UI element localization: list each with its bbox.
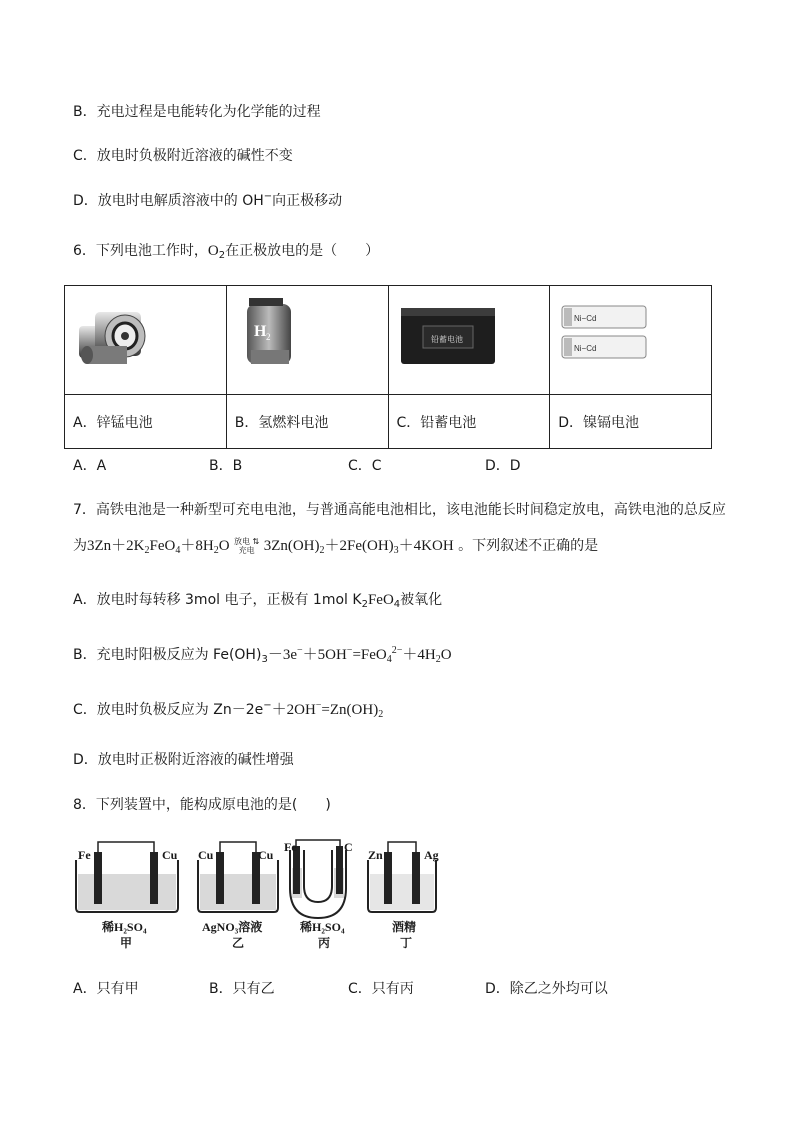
electrode-ding-right: Ag	[424, 848, 439, 862]
lead-acid-battery-image	[388, 286, 550, 395]
solution-bing: 稀H₂SO₄	[300, 920, 345, 934]
nicd-label-2: Ni−Cd	[574, 344, 597, 353]
nickel-cadmium-battery-image	[550, 286, 712, 395]
zinc-manganese-battery-image	[65, 286, 227, 395]
label-ding: 丁	[400, 936, 413, 950]
q7-option-d: D．放电时正极附近溶液的碱性增强	[73, 752, 294, 768]
battery-label-a: A．锌锰电池	[65, 395, 227, 449]
solution-jia: 稀H₂SO₄	[102, 920, 147, 934]
h2-subscript: 2	[265, 332, 271, 342]
hydrogen-fuel-cell-image	[226, 286, 388, 395]
q8-answer-c: C．只有丙	[348, 981, 414, 997]
label-jia: 甲	[120, 936, 133, 950]
q5-option-c: C．放电时负极附近溶液的碱性不变	[73, 148, 293, 164]
electrode-bing-left: Fe	[284, 840, 297, 854]
label-bing: 丙	[318, 936, 331, 950]
lead-acid-label: 铅蓄电池	[430, 335, 463, 344]
battery-label-b: B．氢燃料电池	[226, 395, 388, 449]
q5-option-b: B．充电过程是电能转化为化学能的过程	[73, 104, 321, 120]
q8-apparatus-diagram	[68, 838, 448, 958]
q7-option-b: B．充电时阳极反应为 $Fe(OH)_3-3e^-+5OH^-=FeO_4^{2-}+4H_2O$	[73, 645, 452, 665]
battery-table	[64, 285, 712, 449]
electrode-jia-right: Cu	[162, 848, 178, 862]
q6-stem: 6．下列电池工作时，$O_2$在正极放电的是（ ）	[73, 243, 380, 261]
q8-stem: 8．下列装置中，能构成原电池的是( )	[73, 797, 331, 813]
solution-ding: 酒精	[392, 920, 417, 934]
reaction-arrows: 放电 ⇅ 充电	[233, 537, 260, 555]
electrode-jia-left: Fe	[78, 848, 91, 862]
q7-stem-line1: 7．高铁电池是一种新型可充电电池，与普通高能电池相比，该电池能长时间稳定放电，高铁电池的总反应	[73, 502, 726, 518]
electrode-bing-right: C	[344, 840, 353, 854]
battery-label-d: D．镍镉电池	[550, 395, 712, 449]
q8-answer-a: A．只有甲	[73, 981, 139, 997]
q6-answer-b: B．B	[209, 458, 243, 474]
u-tube-bing	[290, 840, 346, 918]
q8-answer-b: B．只有乙	[209, 981, 275, 997]
q8-answer-d: D．除乙之外均可以	[485, 981, 608, 997]
solution-yi: AgNO₃溶液	[202, 920, 263, 934]
h2-label: H	[253, 323, 267, 340]
electrode-yi-right: Cu	[258, 848, 274, 862]
electrode-yi-left: Cu	[198, 848, 214, 862]
battery-label-c: C．铅蓄电池	[388, 395, 550, 449]
q6-answer-d: D．D	[485, 458, 521, 474]
q5-option-d: D．放电时电解质溶液中的 OH−向正极移动	[73, 191, 343, 209]
q8-answer-options	[73, 978, 673, 998]
q6-answer-c: C．C	[348, 458, 382, 474]
q7-option-c: C．放电时负极反应为 $Zn-2e^-+2OH^-=Zn(OH)_2$	[73, 700, 384, 720]
q7-option-a: A．放电时每转移 3mol 电子，正极有 1mol $K_2FeO_4$被氧化	[73, 592, 443, 610]
q6-answer-options	[73, 455, 573, 475]
electrode-ding-left: Zn	[368, 848, 383, 862]
nicd-label-1: Ni−Cd	[574, 314, 597, 323]
label-yi: 乙	[232, 936, 245, 950]
q7-stem-line2: 为$3Zn+2K_2FeO_4+8H_2O$ 放电 ⇅ 充电 $3Zn(OH)_2+2Fe(OH)_3+4KOH$ 。下列叙述不正确的是	[73, 537, 599, 556]
q6-answer-a: A．A	[73, 458, 107, 474]
